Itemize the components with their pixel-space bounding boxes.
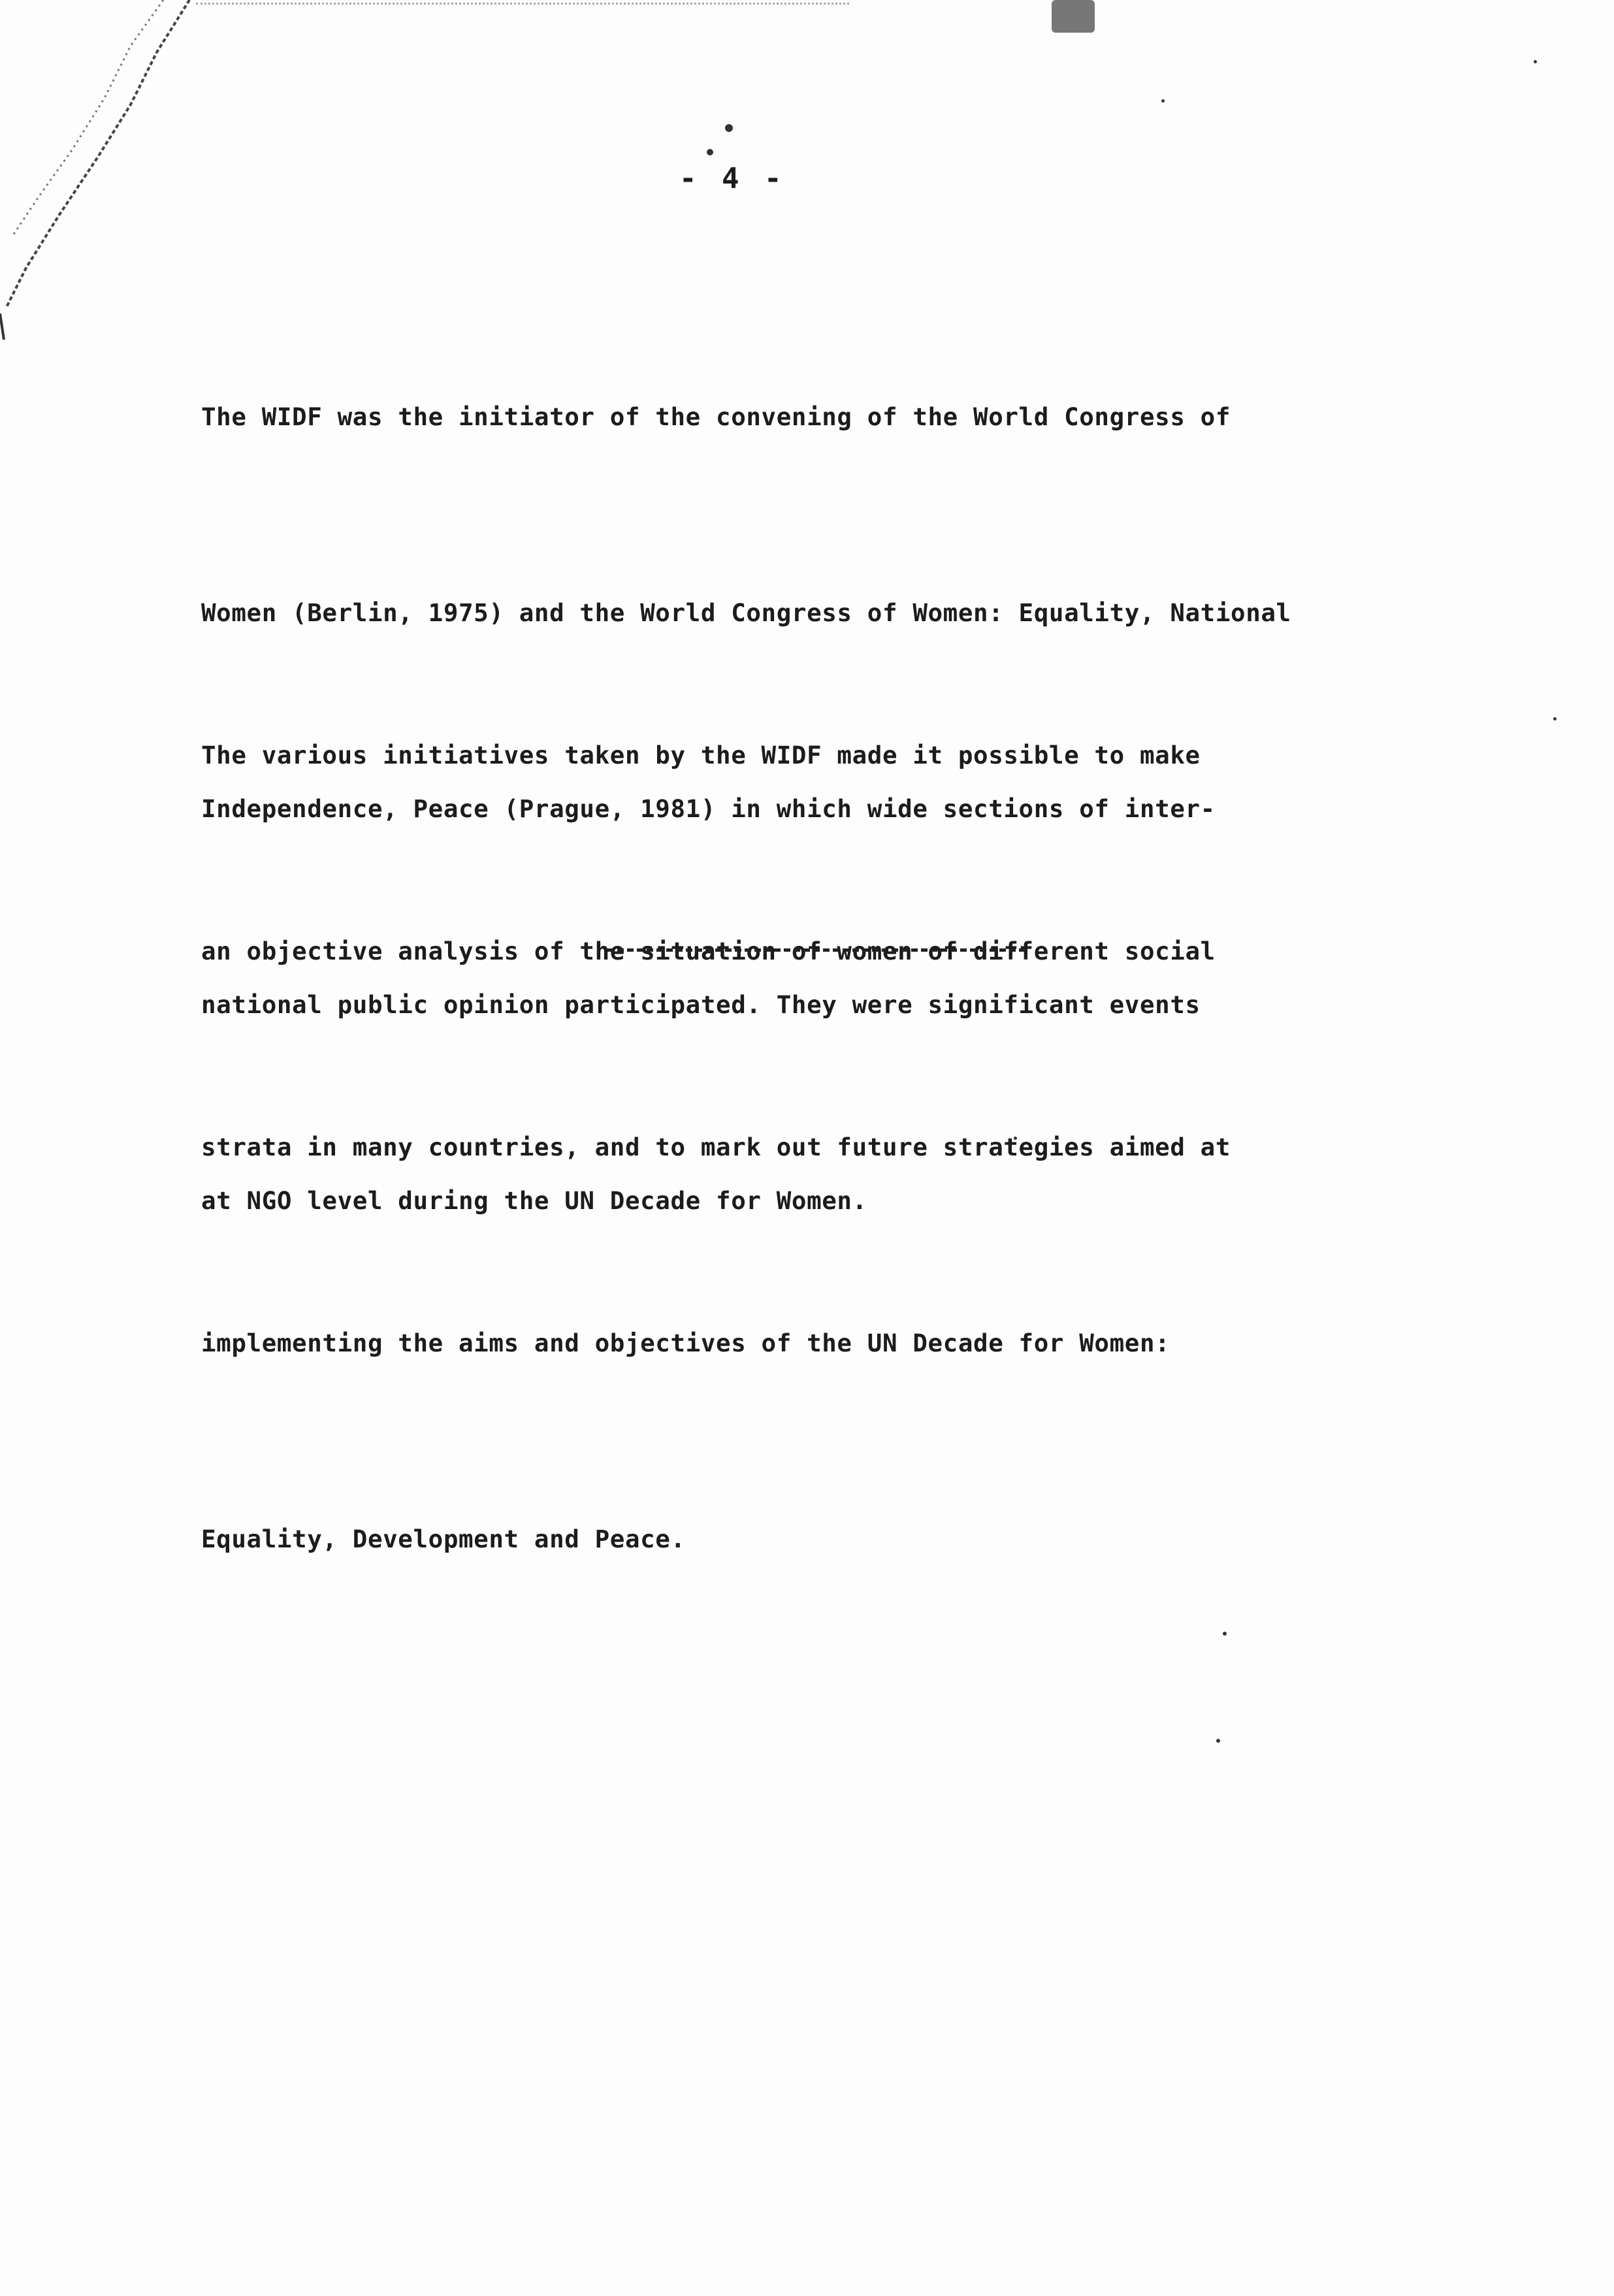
- speck: [725, 124, 733, 132]
- text-line: Independence, Peace (Prague, 1981) in which wide sections of inter-: [201, 794, 1216, 823]
- text-line: strata in many countries, and to mark out future strategies aimed at: [201, 1133, 1231, 1161]
- text-line: The various initiatives taken by the WIDF made it possible to make: [201, 741, 1201, 769]
- end-of-text-rule: [607, 948, 1025, 952]
- scan-artifact-top-blot: [1052, 0, 1095, 33]
- scan-artifact-top-edge: [196, 3, 849, 5]
- speck: [1553, 717, 1557, 720]
- speck: [1216, 1739, 1220, 1743]
- speck: [1161, 99, 1165, 103]
- text-line: national public opinion participated. They were significant events: [201, 990, 1201, 1019]
- text-line: The WIDF was the initiator of the convening of the World Congress of: [201, 402, 1231, 431]
- text-line: an objective analysis of the situation of women of different social: [201, 937, 1216, 965]
- text-line: at NGO level during the UN Decade for Women.: [201, 1186, 867, 1215]
- speck: [1534, 60, 1537, 63]
- speck: [707, 149, 713, 155]
- text-line: implementing the aims and objectives of the UN Decade for Women:: [201, 1329, 1170, 1357]
- text-line: Women (Berlin, 1975) and the World Congress of Women: Equality, National: [201, 598, 1291, 627]
- paragraph-2: [201, 592, 1481, 1702]
- page-number: - 4 -: [679, 162, 786, 195]
- scan-artifact-corner: [0, 0, 209, 340]
- text-line: Equality, Development and Peace.: [201, 1525, 686, 1553]
